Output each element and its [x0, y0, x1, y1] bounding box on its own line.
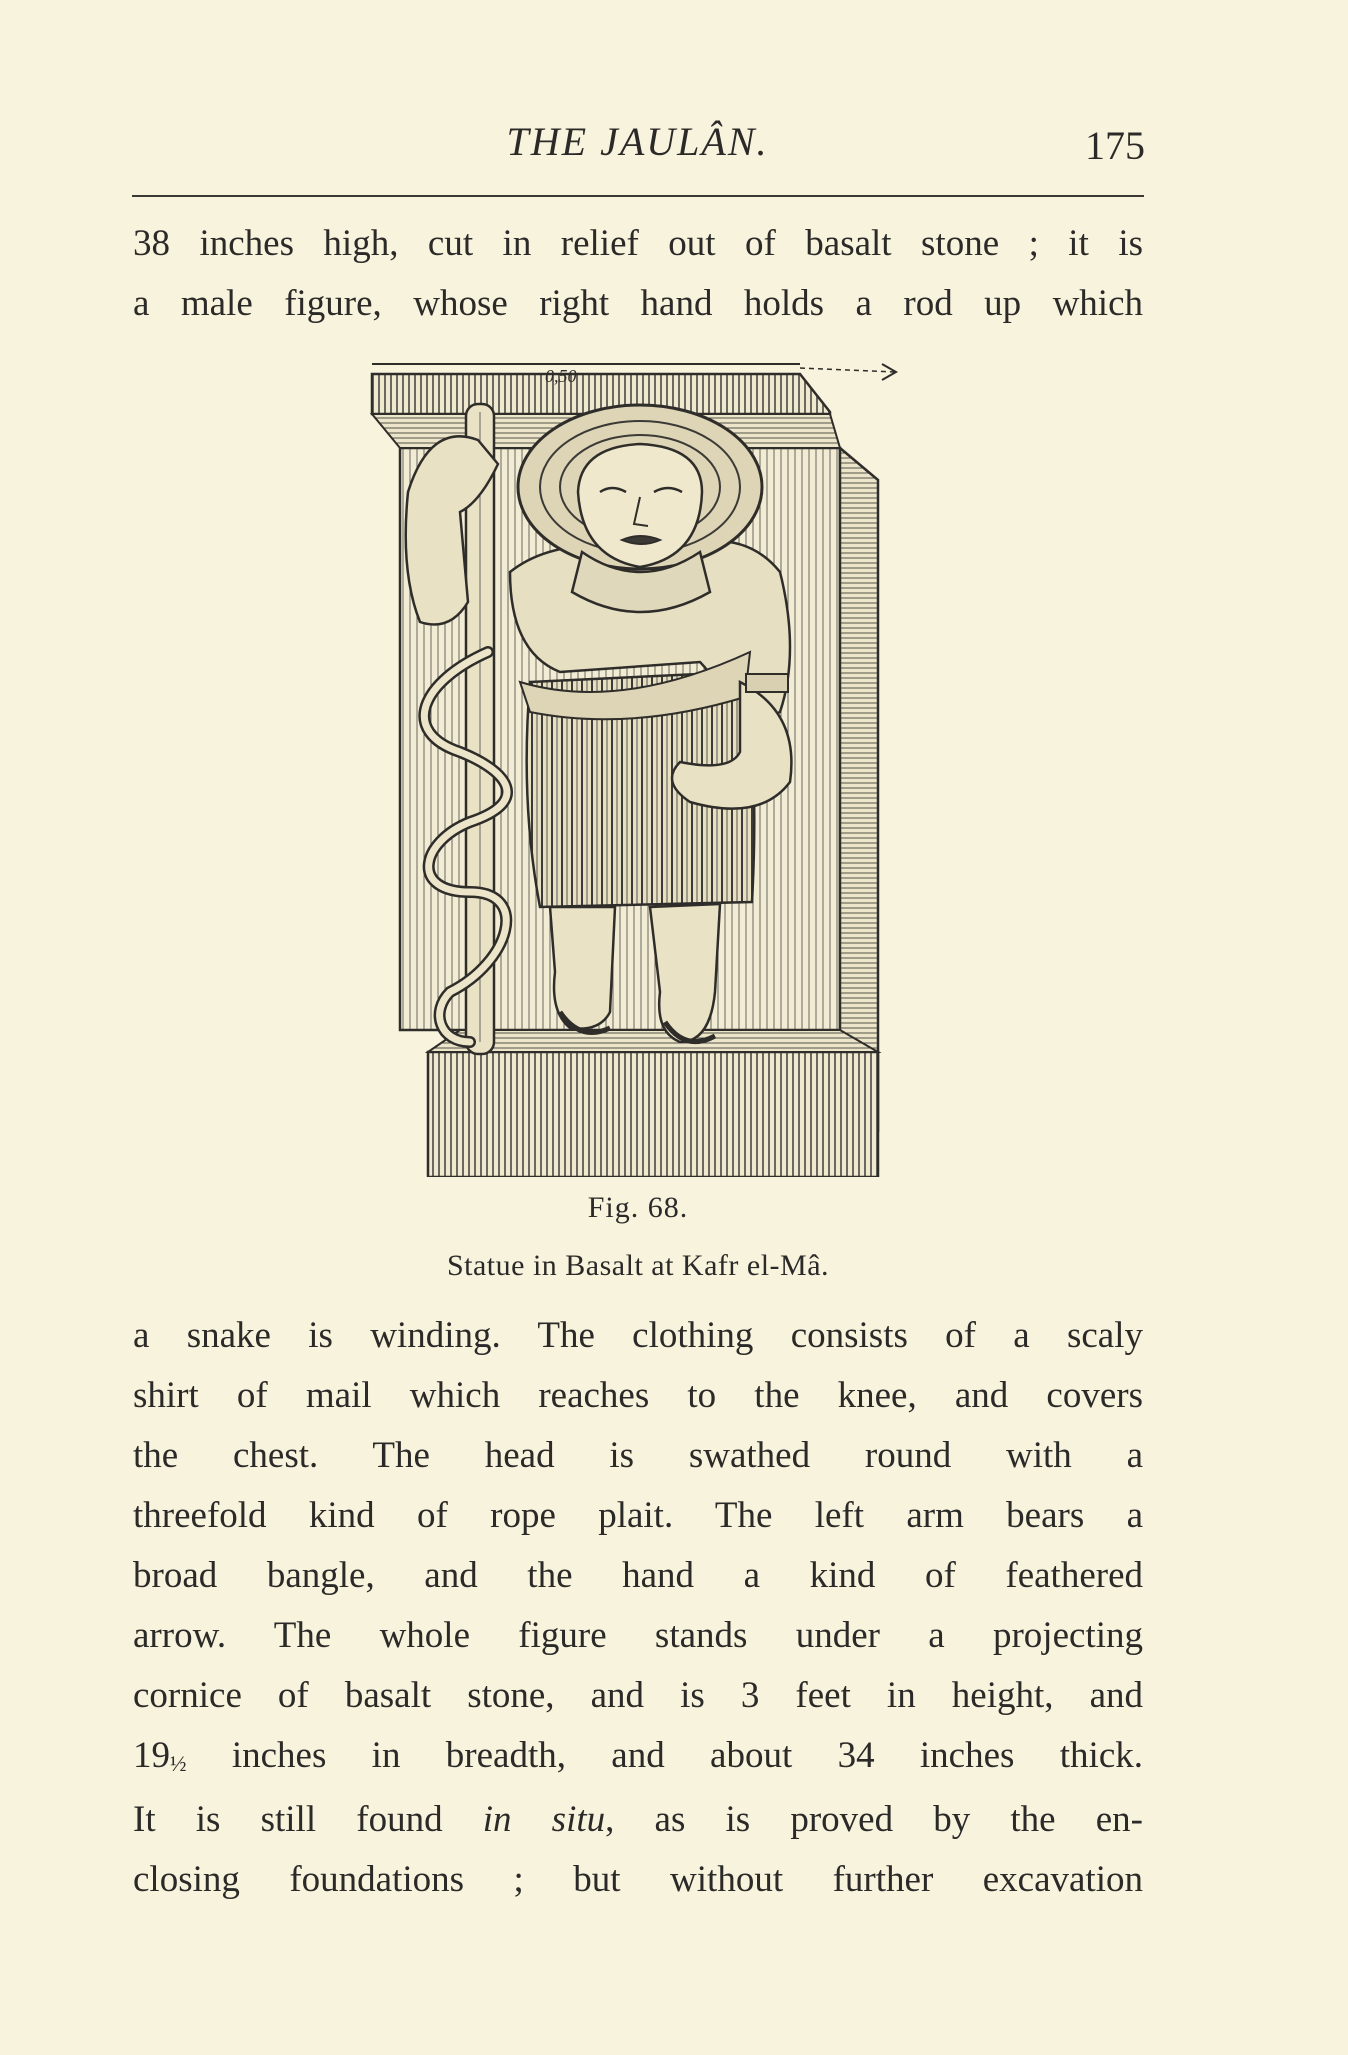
text-line: a male figure, whose right hand holds a rod up which — [133, 283, 1143, 324]
figure-scale-label: 0,50 — [545, 366, 577, 386]
text-line — [133, 1726, 1143, 1790]
figure-statue-illustration — [360, 352, 900, 1177]
paragraph-bottom — [133, 1306, 1143, 1910]
header-rule — [132, 195, 1144, 197]
text-line: shirt of mail which reaches to the knee, and covers — [133, 1375, 1143, 1416]
text-run: inches in breadth, and about 34 inches thick. — [186, 1735, 1143, 1776]
text-line: a snake is winding. The clothing consists of a scaly — [133, 1315, 1143, 1356]
text-line — [133, 1790, 1143, 1850]
italic-phrase: in situ — [482, 1799, 606, 1840]
figure-caption: Statue in Basalt at Kafr el-Mâ. — [446, 1249, 830, 1282]
text-run: It is still found — [133, 1799, 483, 1840]
text-line: threefold kind of rope plait. The left arm bears a — [133, 1495, 1143, 1536]
running-title: THE JAULÂN. — [506, 119, 769, 164]
number-whole: 19 — [133, 1735, 170, 1776]
page-header — [130, 118, 1145, 178]
text-line: closing foundations ; but without further excavation — [133, 1859, 1143, 1900]
text-line: 38 inches high, cut in relief out of basalt stone ; it is — [133, 223, 1143, 264]
text-run: , as is proved by the en- — [605, 1799, 1143, 1840]
text-line: broad bangle, and the hand a kind of feathered — [133, 1555, 1143, 1596]
text-line: the chest. The head is swathed round with a — [133, 1435, 1143, 1476]
statue-engraving — [360, 352, 900, 1177]
paragraph-top — [133, 214, 1143, 334]
fraction-half: ½ — [170, 1751, 187, 1776]
text-line: arrow. The whole figure stands under a projecting — [133, 1615, 1143, 1656]
page-number: 175 — [1085, 123, 1145, 168]
figure-number: Fig. 68. — [587, 1191, 689, 1224]
text-line: cornice of basalt stone, and is 3 feet in height, and — [133, 1675, 1143, 1716]
